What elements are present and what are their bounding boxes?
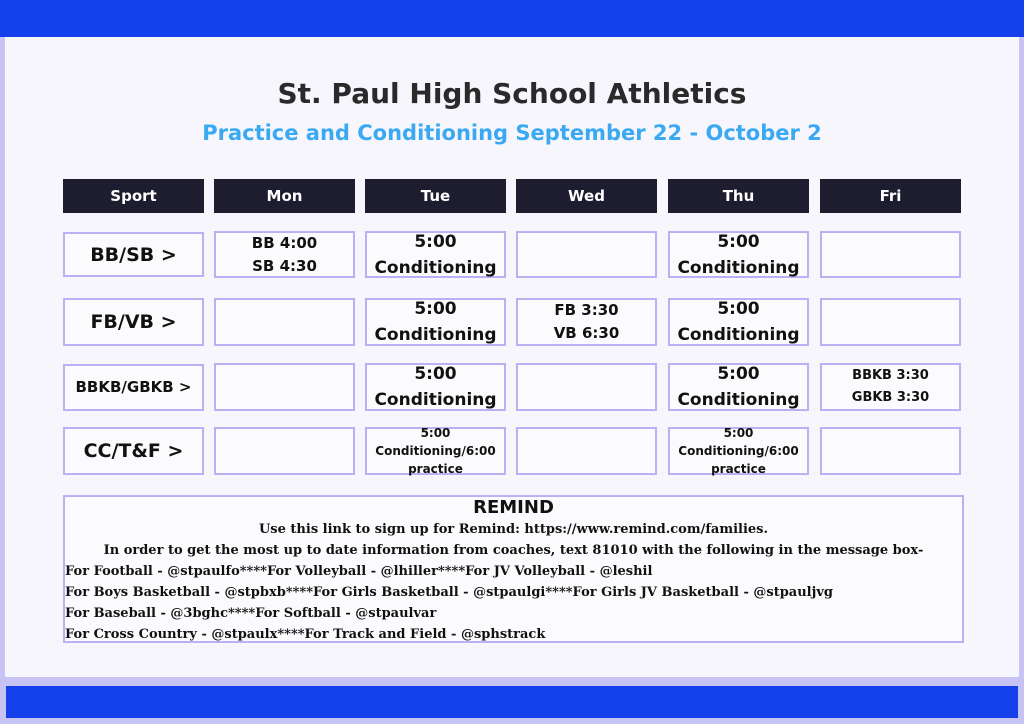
remind-title: REMIND [473, 497, 554, 518]
sport-cell: CC/T&F > [63, 427, 204, 475]
schedule-cell [668, 298, 809, 346]
schedule-cell-empty [820, 427, 961, 475]
sport-cell: BB/SB > [63, 232, 204, 277]
remind-codes-line: For Boys Basketball - @stpbxb****For Girls Basketball - @stpaulgi****For Girls JV Basketball - @stpauljvg [65, 585, 833, 600]
schedule-cell [365, 231, 506, 278]
sport-cell: BBKB/GBKB > [63, 364, 204, 411]
cell-line: SB 4:30 [252, 256, 317, 275]
cell-line: 5:00 [717, 364, 760, 384]
cell-line: 5:00 [420, 426, 451, 440]
cell-line: BBKB 3:30 [852, 368, 929, 383]
header-fri: Fri [820, 179, 961, 213]
schedule-cell [365, 363, 506, 411]
schedule-cell [820, 363, 961, 411]
header-thu: Thu [668, 179, 809, 213]
cell-line: Conditioning/6:00 [678, 444, 799, 458]
schedule-cell-empty [214, 298, 355, 346]
remind-codes-line: For Football - @stpaulfo****For Volleyball - @lhiller****For JV Volleyball - @leshil [65, 564, 653, 579]
remind-codes-line: For Cross Country - @stpaulx****For Track and Field - @sphstrack [65, 627, 546, 642]
cell-line: FB 3:30 [554, 301, 619, 319]
schedule-cell [365, 427, 506, 475]
page-subtitle: Practice and Conditioning September 22 - October 2 [202, 121, 822, 145]
page-title: St. Paul High School Athletics [277, 77, 747, 110]
cell-line: 5:00 [414, 364, 457, 384]
cell-line: VB 6:30 [553, 324, 620, 342]
cell-line: practice [408, 462, 463, 476]
sport-cell: FB/VB > [63, 298, 204, 346]
cell-line: Conditioning [677, 390, 800, 410]
cell-line: BB 4:00 [251, 233, 318, 252]
remind-info-box [63, 495, 964, 643]
schedule-cell [668, 363, 809, 411]
header-wed: Wed [516, 179, 657, 213]
bottom-banner-bar [6, 686, 1018, 718]
cell-line: Conditioning [374, 325, 497, 345]
schedule-cell [214, 231, 355, 278]
cell-line: Conditioning/6:00 [375, 444, 496, 458]
schedule-cell-empty [214, 363, 355, 411]
remind-instructions-line: In order to get the most up to date information from coaches, text 81010 with the following in the message box- [103, 543, 924, 558]
cell-line: GBKB 3:30 [851, 390, 930, 405]
schedule-cell-empty [820, 298, 961, 346]
cell-line: Conditioning [374, 257, 497, 278]
cell-line: Conditioning [677, 325, 800, 345]
schedule-cell-empty [820, 231, 961, 278]
cell-line: Conditioning [374, 390, 497, 410]
cell-line: 5:00 [717, 231, 760, 252]
remind-signup-line: Use this link to sign up for Remind: https://www.remind.com/families. [258, 522, 769, 537]
header-mon: Mon [214, 179, 355, 213]
cell-line: 5:00 [414, 299, 457, 319]
header-sport: Sport [63, 179, 204, 213]
cell-line: 5:00 [414, 231, 457, 252]
schedule-cell [365, 298, 506, 346]
top-banner-bar [0, 0, 1024, 37]
schedule-cell-empty [214, 427, 355, 475]
cell-line: Conditioning [677, 257, 800, 278]
header-tue: Tue [365, 179, 506, 213]
schedule-cell-empty [516, 231, 657, 278]
schedule-cell [668, 427, 809, 475]
cell-line: practice [711, 462, 766, 476]
remind-codes-line: For Baseball - @3bghc****For Softball - @stpaulvar [65, 606, 437, 621]
schedule-cell [516, 298, 657, 346]
schedule-cell [668, 231, 809, 278]
schedule-cell-empty [516, 363, 657, 411]
schedule-cell-empty [516, 427, 657, 475]
cell-line: 5:00 [723, 426, 754, 440]
cell-line: 5:00 [717, 299, 760, 319]
